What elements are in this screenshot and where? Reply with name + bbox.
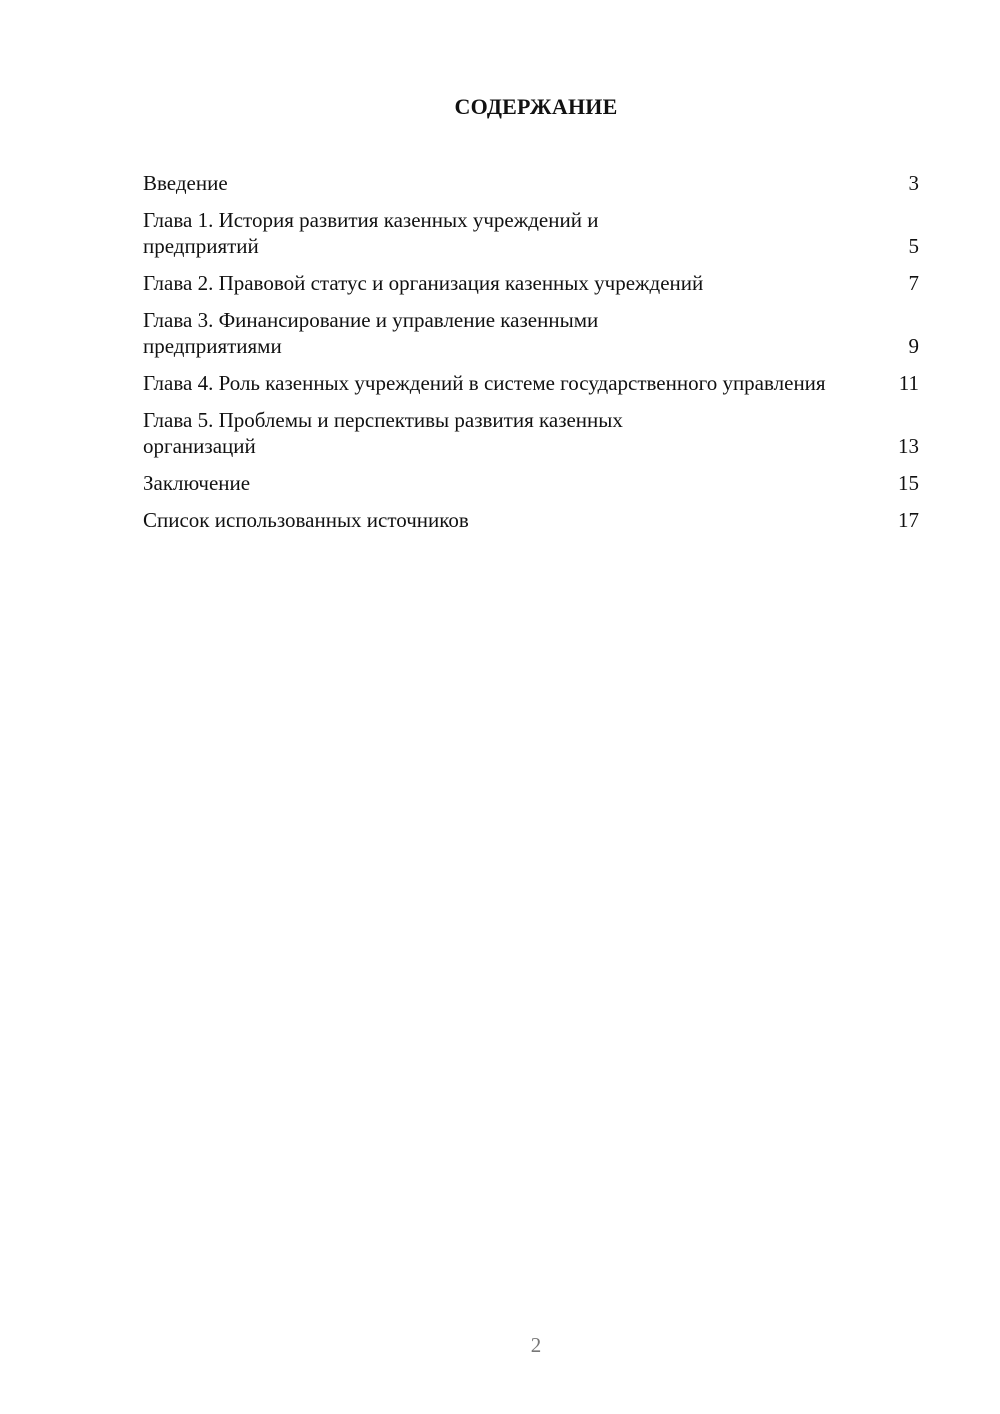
toc-entry-page: 17 <box>898 508 919 532</box>
toc-entry-references <box>143 507 919 533</box>
toc-entry-page: 13 <box>898 434 919 458</box>
toc-entry-label: Введение <box>143 171 228 195</box>
toc-entry-page: 3 <box>908 171 919 195</box>
toc-entry-label: Глава 4. Роль казенных учреждений в системе государственного управления <box>143 371 826 395</box>
toc-entry-page: 15 <box>898 471 919 495</box>
toc-entry-label: Глава 5. Проблемы и перспективы развития казенных организаций <box>143 408 623 458</box>
toc-entry-label: Заключение <box>143 471 251 495</box>
page-title: СОДЕРЖАНИЕ <box>454 94 618 119</box>
toc-entry-chapter-5 <box>143 407 919 459</box>
toc-entry-conclusion <box>143 470 919 496</box>
toc-entry-chapter-3 <box>143 307 919 359</box>
toc-entry-label: Список использованных источников <box>143 508 469 532</box>
toc-entry-page: 5 <box>908 234 919 258</box>
toc-entry-page: 11 <box>898 371 919 395</box>
toc-entry-label: Глава 2. Правовой статус и организация казенных учреждений <box>143 271 704 295</box>
toc-entry-page: 9 <box>908 334 919 358</box>
toc-entry-introduction <box>143 170 919 196</box>
toc-entry-label: Глава 1. История развития казенных учреждений и предприятий <box>143 208 599 258</box>
toc-entry-label: Глава 3. Финансирование и управление казенными предприятиями <box>143 308 599 358</box>
toc-entry-page: 7 <box>908 271 919 295</box>
toc-entry-chapter-4 <box>143 370 919 396</box>
table-of-contents <box>143 170 919 544</box>
toc-entry-chapter-2 <box>143 270 919 296</box>
page-number: 2 <box>530 1333 542 1357</box>
toc-entry-chapter-1 <box>143 207 919 259</box>
